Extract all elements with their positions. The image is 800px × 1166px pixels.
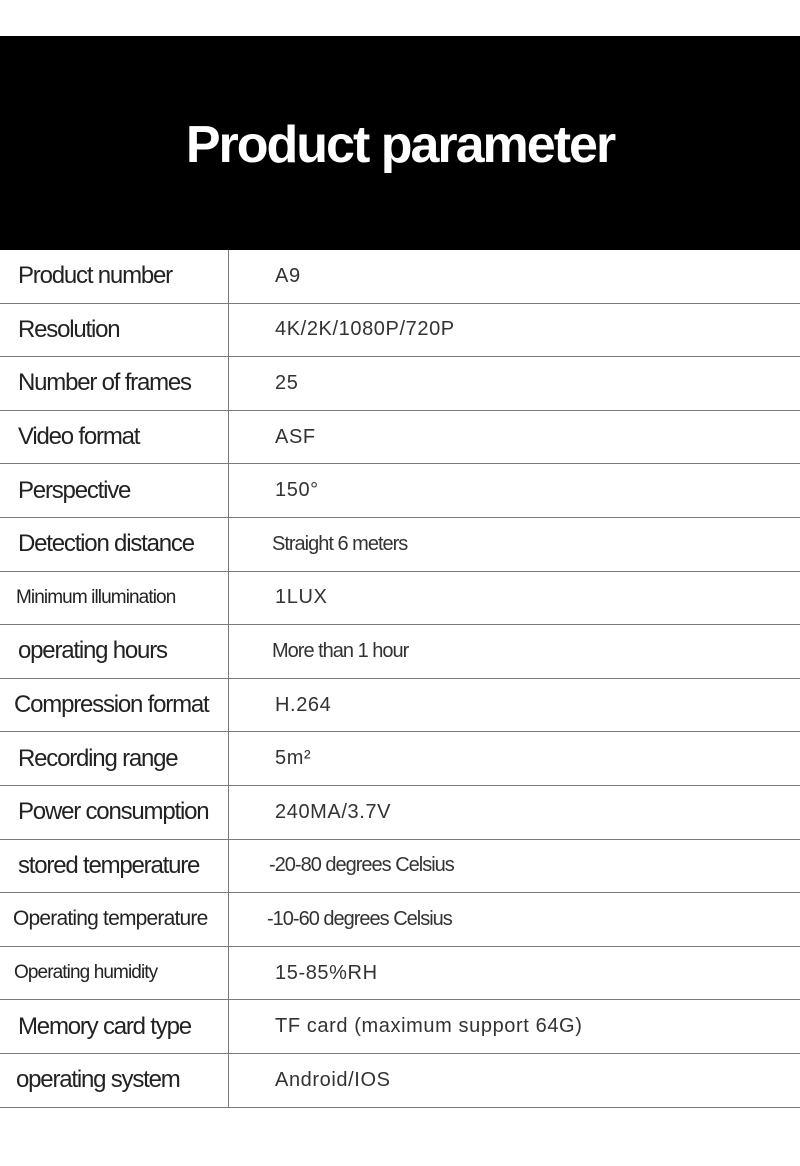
parameter-label: Recording range: [0, 732, 229, 785]
parameter-value: -10-60 degrees Celsius: [267, 907, 452, 930]
table-row: [0, 304, 800, 358]
parameter-label: Compression format: [0, 679, 229, 732]
table-row: [0, 893, 800, 947]
table-row: [0, 250, 800, 304]
parameter-label: Perspective: [0, 464, 229, 517]
header-banner: [0, 36, 800, 250]
table-row: [0, 840, 800, 894]
table-row: [0, 732, 800, 786]
table-row: [0, 572, 800, 626]
parameter-value: H.264: [275, 693, 332, 716]
parameter-value: -20-80 degrees Celsius: [269, 854, 454, 877]
table-row: [0, 357, 800, 411]
parameter-label: operating hours: [0, 625, 229, 678]
parameter-label: operating system: [0, 1054, 229, 1107]
parameter-value: 150°: [275, 479, 319, 502]
parameter-value: 1LUX: [275, 586, 328, 609]
parameter-label: Power consumption: [0, 786, 229, 839]
parameter-value: Straight 6 meters: [272, 532, 408, 555]
page-title: Product parameter: [185, 116, 615, 174]
parameter-value: 4K/2K/1080P/720P: [275, 318, 455, 341]
parameter-label: Video format: [0, 411, 229, 464]
parameter-label: Minimum illumination: [0, 572, 229, 625]
parameter-label: stored temperature: [0, 840, 229, 893]
parameter-label: Operating humidity: [0, 947, 229, 1000]
parameter-value: ASF: [275, 425, 316, 448]
parameter-value: 25: [275, 371, 299, 394]
parameter-label: Product number: [0, 250, 229, 303]
parameter-label: Operating temperature: [0, 893, 229, 946]
table-row: [0, 679, 800, 733]
table-row: [0, 464, 800, 518]
parameter-value: 240MA/3.7V: [275, 800, 392, 823]
table-row: [0, 947, 800, 1001]
parameter-value: Android/IOS: [275, 1068, 391, 1091]
parameter-label: Number of frames: [0, 357, 229, 410]
table-row: [0, 1000, 800, 1054]
table-row: [0, 786, 800, 840]
table-row: [0, 625, 800, 679]
parameter-value: TF card (maximum support 64G): [275, 1015, 583, 1038]
table-row: [0, 1054, 800, 1108]
parameter-value: A9: [275, 264, 301, 287]
parameter-table: [0, 250, 800, 1108]
parameter-value: 15-85%RH: [275, 961, 378, 984]
table-row: [0, 518, 800, 572]
parameter-label: Resolution: [0, 304, 229, 357]
parameter-label: Memory card type: [0, 1000, 229, 1053]
parameter-value: More than 1 hour: [272, 639, 409, 662]
table-row: [0, 411, 800, 465]
parameter-label: Detection distance: [0, 518, 229, 571]
parameter-value: 5m²: [275, 747, 312, 770]
